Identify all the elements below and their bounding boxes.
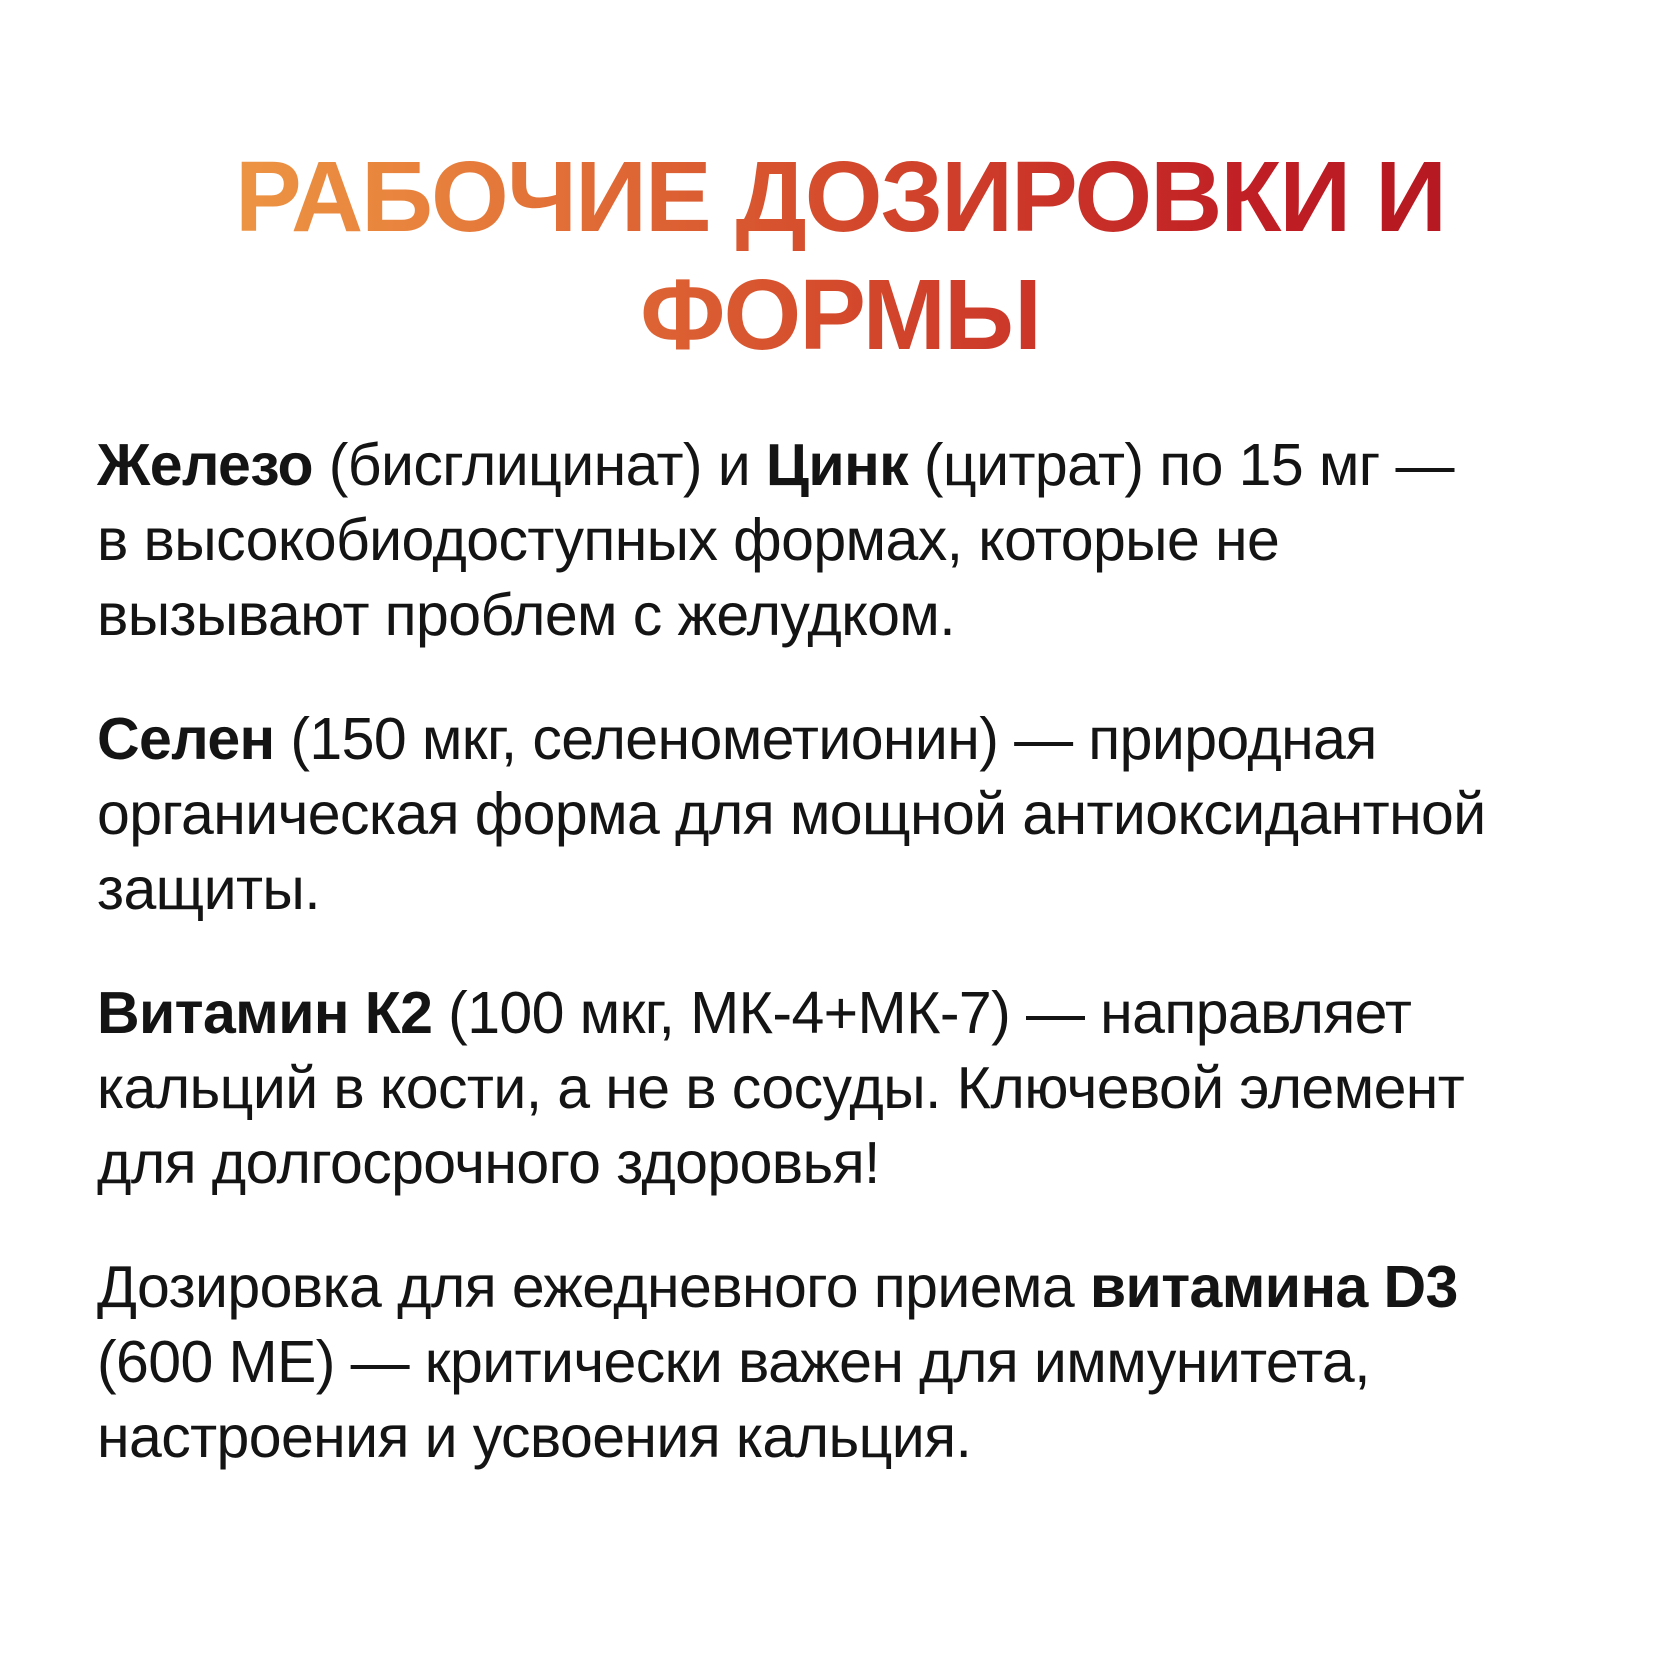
bold-term: витамина D3 — [1089, 1254, 1458, 1320]
text-segment: (цитрат) по 15 мг — — [908, 432, 1454, 498]
page-title-line-2: ФОРМЫ — [640, 259, 1040, 371]
paragraph — [97, 702, 1657, 927]
text-segment: (600 МЕ) — критически важен для иммунитета, — [97, 1329, 1370, 1395]
text-line — [97, 428, 1657, 503]
bold-term: Витамин К2 — [97, 980, 433, 1046]
text-line — [97, 777, 1657, 852]
text-segment: (150 мкг, селенометионин) — природная — [274, 706, 1377, 772]
page-title — [0, 138, 1680, 374]
text-line — [97, 1126, 1657, 1201]
paragraph — [97, 428, 1657, 653]
text-line — [97, 1400, 1657, 1475]
bold-term: Железо — [97, 432, 313, 498]
text-line — [97, 1250, 1657, 1325]
paragraph — [97, 976, 1657, 1201]
text-segment: кальций в кости, а не в сосуды. Ключевой элемент — [97, 1055, 1465, 1121]
text-segment: органическая форма для мощной антиоксидантной — [97, 781, 1486, 847]
text-line — [97, 1051, 1657, 1126]
paragraph — [97, 1250, 1657, 1475]
bold-term: Цинк — [765, 432, 909, 498]
text-segment: Дозировка для ежедневного приема — [97, 1254, 1090, 1320]
text-segment: (бисглицинат) и — [312, 432, 766, 498]
text-segment: настроения и усвоения кальция. — [97, 1404, 972, 1470]
text-line — [97, 503, 1657, 578]
text-segment: для долгосрочного здоровья! — [97, 1130, 880, 1196]
text-line — [97, 1325, 1657, 1400]
text-segment: в высокобиодоступных формах, которые не — [97, 507, 1280, 573]
bold-term: Селен — [97, 706, 275, 772]
text-line — [97, 702, 1657, 777]
text-line — [97, 852, 1657, 927]
text-line — [97, 578, 1657, 653]
text-segment: вызывают проблем с желудком. — [97, 582, 956, 648]
text-segment: защиты. — [97, 856, 320, 922]
body-text — [97, 428, 1657, 1524]
text-segment: (100 мкг, МК-4+МК-7) — направляет — [432, 980, 1412, 1046]
page-title-line-1: РАБОЧИЕ ДОЗИРОВКИ И — [235, 141, 1445, 253]
text-line — [97, 976, 1657, 1051]
